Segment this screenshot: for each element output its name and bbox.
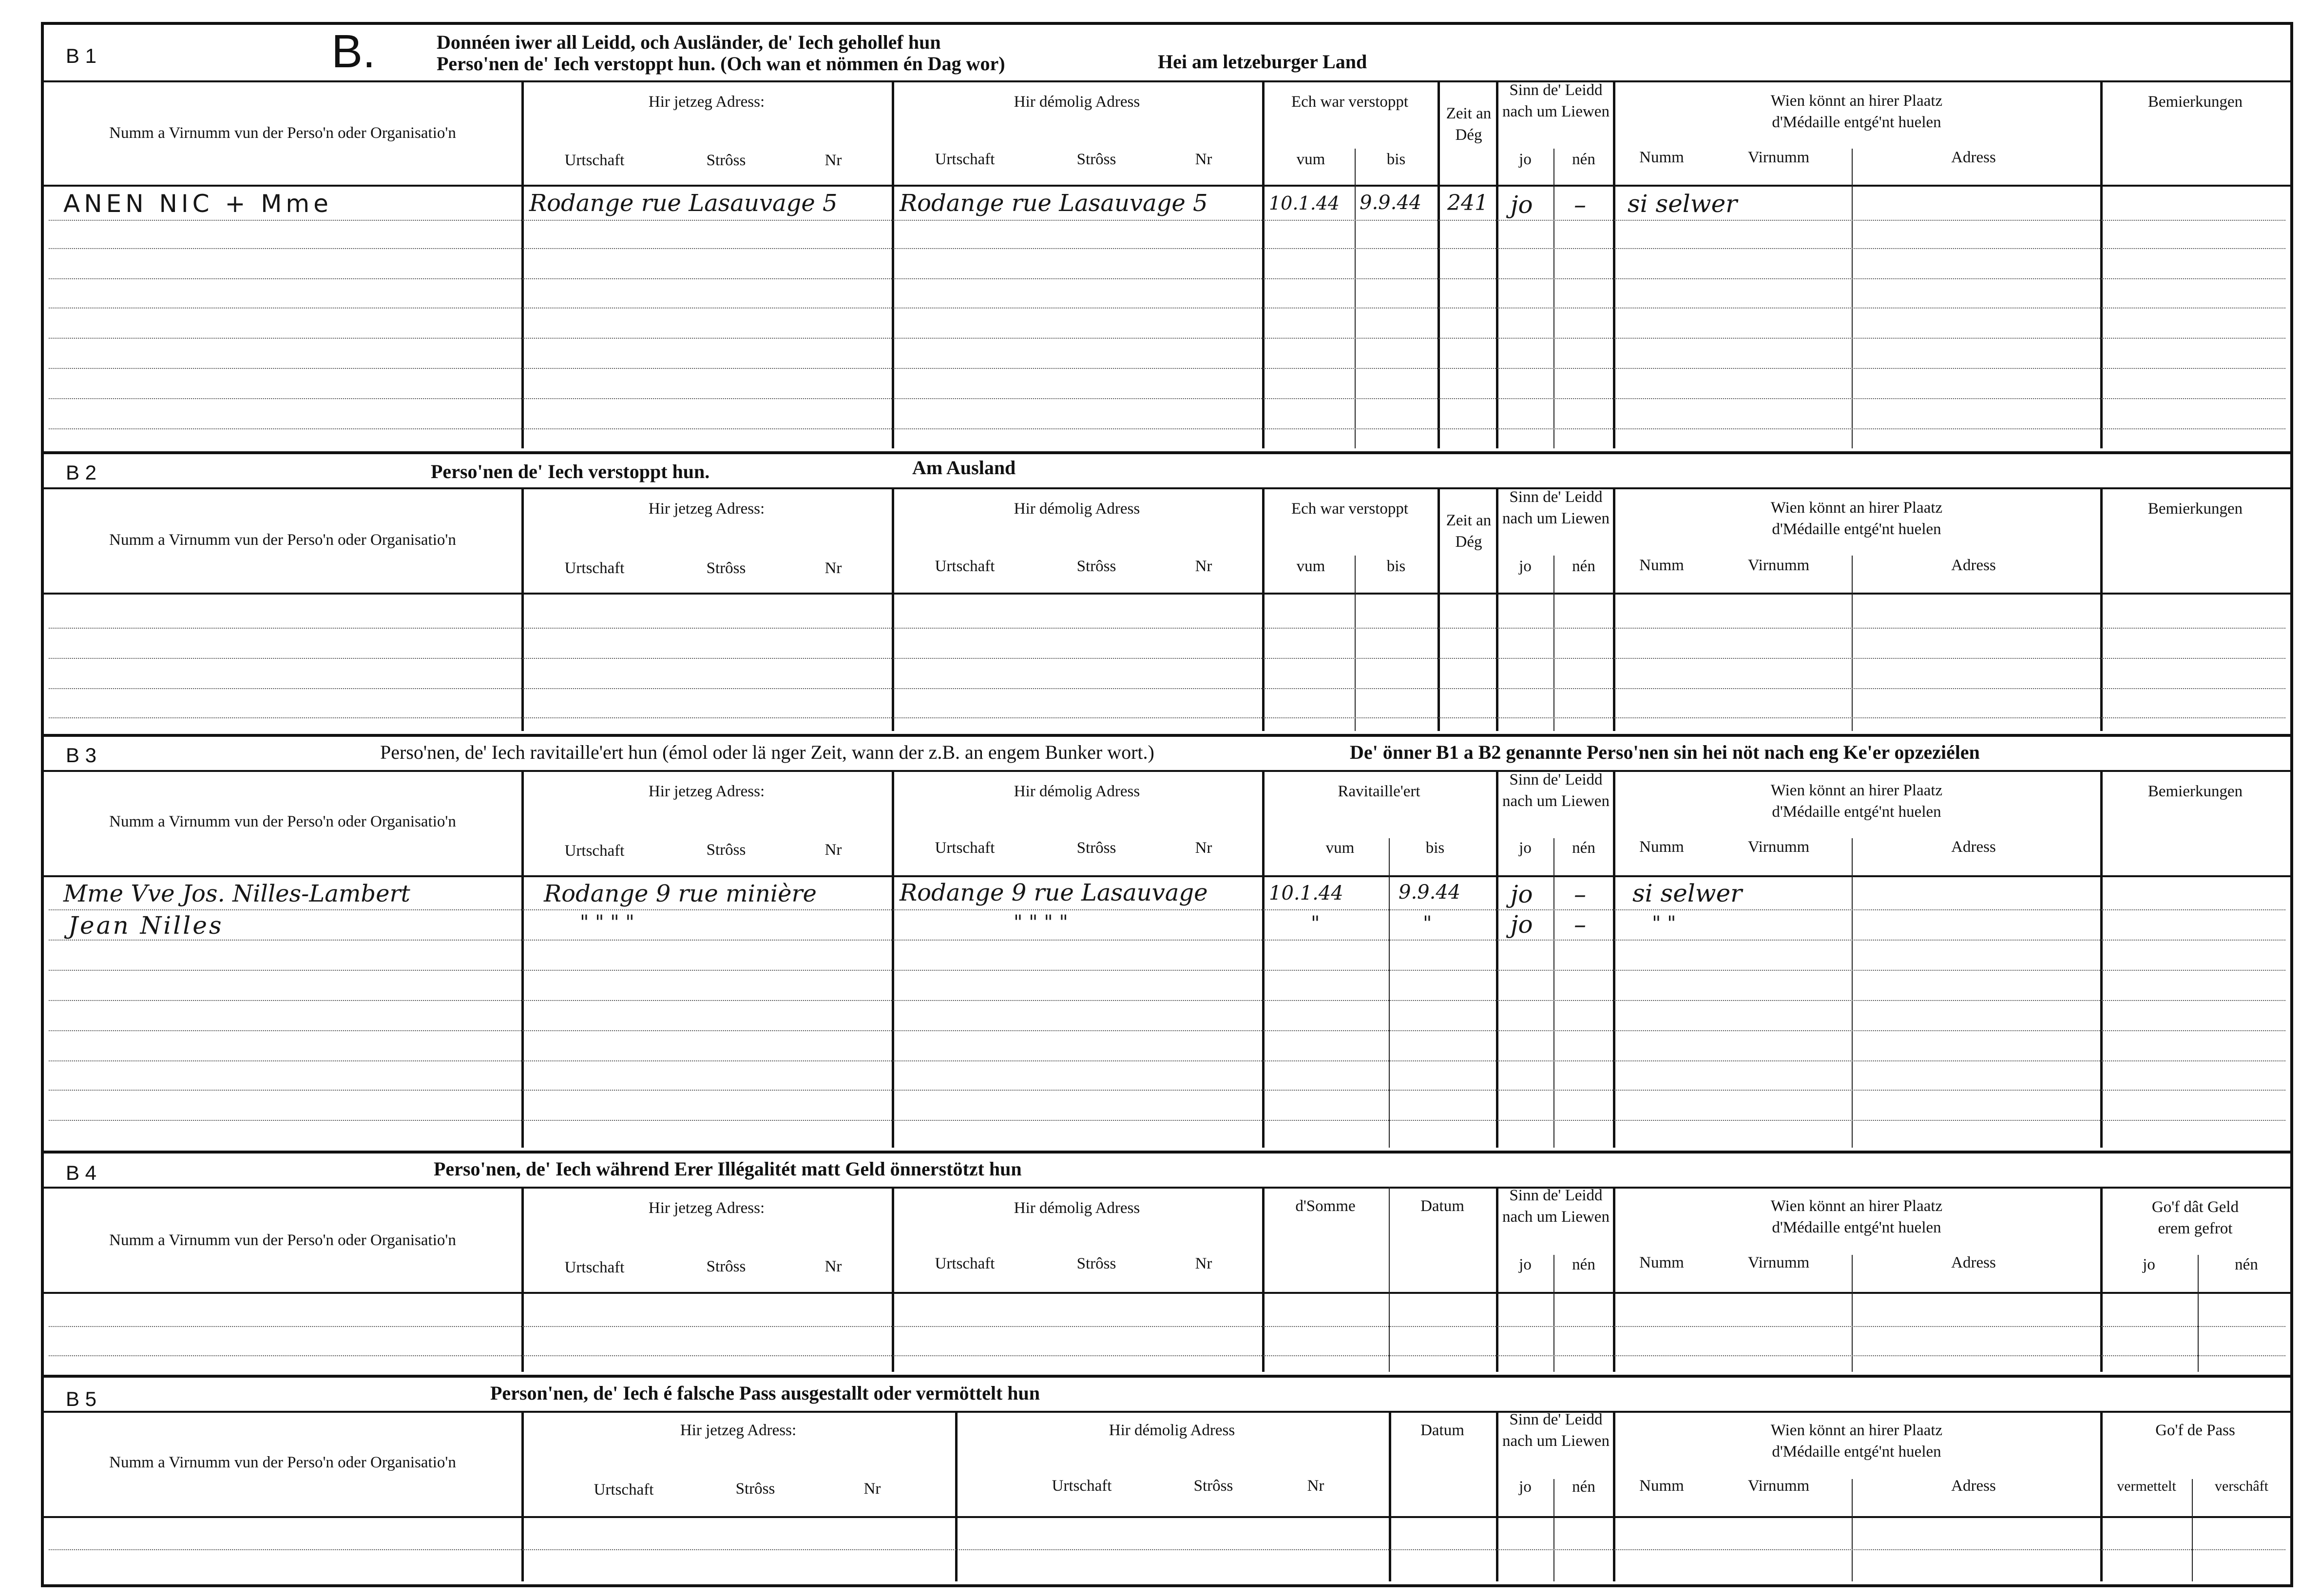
col-divider: [1613, 770, 1615, 1148]
entry-until: 9.9.44: [1360, 192, 1422, 214]
header-current-address: Hir jetzeg Adress:: [648, 500, 765, 518]
header-address: Adress: [1951, 1477, 1996, 1495]
header-locality: Urtschaft: [935, 1255, 995, 1272]
section-b2: [44, 451, 2290, 734]
col-divider: [1613, 80, 1615, 448]
entry-line: [49, 278, 2285, 279]
col-divider: [1355, 556, 1356, 731]
header-locality: Urtschaft: [935, 151, 995, 168]
header-medal: Wien könnt an hirer Plaatz d'Médaille entgé'nt huelen: [1770, 1197, 1943, 1236]
header-bottom-rule: [44, 1516, 2290, 1518]
col-divider: [892, 80, 894, 448]
col-divider: [2100, 1187, 2103, 1372]
header-first-name: Virnumm: [1747, 1254, 1810, 1271]
header-top-rule: [44, 80, 2290, 82]
header-former-address: Hir démolig Adress: [1014, 1199, 1140, 1217]
col-divider: [521, 770, 524, 1148]
header-no: nén: [1572, 151, 1595, 168]
section-title: Person'nen, de' Iech é falsche Pass ausgestallt oder vermöttelt hun: [490, 1382, 1040, 1404]
section-letter: B.: [331, 25, 376, 77]
header-no: nén: [1572, 839, 1595, 857]
header-top-rule: [44, 770, 2290, 772]
col-divider: [1496, 1187, 1498, 1372]
entry-line: [49, 1120, 2285, 1121]
header-bottom-rule: [44, 1292, 2290, 1294]
entry-line: [49, 1549, 2285, 1550]
entry-line: [49, 717, 2285, 718]
header-address: Adress: [1951, 557, 1996, 574]
header-time-days: Zeit an Dég: [1446, 512, 1492, 551]
header-from: vum: [1325, 839, 1355, 857]
header-first-name: Virnumm: [1747, 1477, 1810, 1495]
header-risk: Sinn de' Leidd nach um Liewen: [1502, 1411, 1610, 1450]
section-rule: [44, 1375, 2290, 1378]
header-medal: Wien könnt an hirer Plaatz d'Médaille entgé'nt huelen: [1770, 782, 1943, 821]
header-last-name: Numm: [1639, 838, 1684, 856]
section-b4: [44, 1151, 2290, 1375]
entry-medal: " ": [1652, 912, 1676, 935]
header-locality: Urtschaft: [564, 152, 625, 169]
header-date: Datum: [1420, 1197, 1464, 1215]
header-yes: jo: [2143, 1256, 2155, 1273]
section-rule: [44, 734, 2290, 737]
entry-current-address: Rodange rue Lasauvage 5: [529, 190, 838, 217]
entry-line: [49, 970, 2285, 971]
col-divider: [1852, 1255, 1853, 1372]
entry-medal: si selwer: [1628, 190, 1738, 218]
header-address: Adress: [1951, 838, 1996, 856]
section-b1: [44, 25, 2290, 451]
section-code: B 4: [66, 1161, 97, 1184]
col-divider: [2198, 1255, 2199, 1372]
col-divider: [1852, 838, 1853, 1148]
header-remarks: Bemierkungen: [2147, 93, 2243, 111]
header-medal: Wien könnt an hirer Plaatz d'Médaille entgé'nt huelen: [1770, 1422, 1943, 1461]
col-divider: [2192, 1479, 2193, 1581]
header-first-name: Virnumm: [1747, 557, 1810, 574]
header-last-name: Numm: [1639, 1477, 1684, 1495]
header-address: Adress: [1951, 149, 1996, 166]
resistance-form-page-b: [41, 22, 2293, 1587]
col-divider: [1389, 838, 1390, 1148]
section-code: B 1: [66, 44, 97, 67]
col-divider: [2100, 487, 2103, 731]
header-top-rule: [44, 1411, 2290, 1413]
header-pass: Go'f de Pass: [2155, 1422, 2235, 1439]
entry-line: [49, 688, 2285, 689]
header-nr: Nr: [824, 841, 842, 859]
header-street: Strôss: [1193, 1477, 1233, 1495]
col-divider: [1613, 1411, 1615, 1581]
header-street: Strôss: [735, 1480, 775, 1498]
header-no: nén: [1572, 558, 1595, 575]
entry-line: [49, 1000, 2285, 1001]
header-yes: jo: [1519, 1478, 1532, 1496]
col-divider: [1438, 487, 1440, 731]
col-divider: [1613, 1187, 1615, 1372]
section-title-suffix: Am Ausland: [912, 457, 1016, 479]
entry-line: [49, 368, 2285, 369]
header-first-name: Virnumm: [1747, 149, 1810, 166]
header-address: Adress: [1951, 1254, 1996, 1271]
header-no: nén: [1572, 1478, 1595, 1496]
section-code: B 5: [66, 1387, 97, 1410]
col-divider: [1553, 556, 1554, 731]
header-street: Strôss: [706, 841, 746, 859]
entry-line: [49, 628, 2285, 629]
section-title: Perso'nen, de' Iech ravitaille'ert hun (émol oder lä nger Zeit, wann der z.B. an engem Bunker wort.): [380, 741, 1154, 763]
col-divider: [1262, 770, 1265, 1148]
header-name: Numm a Virnumm vun der Perso'n oder Organisatio'n: [109, 813, 456, 830]
section-title-suffix: Hei am letzeburger Land: [1158, 51, 1367, 73]
header-name: Numm a Virnumm vun der Perso'n oder Organisatio'n: [109, 1231, 456, 1249]
entry-yes: jo: [1511, 910, 1533, 939]
header-until: bis: [1425, 839, 1445, 857]
header-first-name: Virnumm: [1747, 838, 1810, 856]
header-nr: Nr: [1195, 151, 1212, 168]
header-nr: Nr: [1195, 1255, 1212, 1272]
header-locality: Urtschaft: [564, 1259, 625, 1276]
entry-medal: si selwer: [1632, 879, 1743, 907]
header-street: Strôss: [1076, 839, 1116, 857]
entry-line: [49, 1030, 2285, 1031]
header-locality: Urtschaft: [564, 842, 625, 860]
col-divider: [1553, 1479, 1554, 1581]
col-divider: [1496, 1411, 1498, 1581]
entry-line: [49, 248, 2285, 249]
entry-name: ANEN NIC + Mme: [63, 190, 332, 218]
entry-from: 10.1.44: [1269, 192, 1340, 214]
header-yes: jo: [1519, 1256, 1532, 1273]
header-hidden: Ech war verstoppt: [1291, 500, 1409, 518]
entry-current-address: Rodange 9 rue minière: [544, 880, 817, 907]
header-remarks: Bemierkungen: [2147, 783, 2243, 800]
entry-yes: jo: [1511, 191, 1533, 219]
col-divider: [1553, 1255, 1554, 1372]
col-divider: [892, 770, 894, 1148]
section-title: Perso'nen de' Iech verstoppt hun.: [431, 461, 710, 482]
header-former-address: Hir démolig Adress: [1109, 1422, 1235, 1439]
header-name: Numm a Virnumm vun der Perso'n oder Organisatio'n: [109, 1454, 456, 1471]
entry-name: Jean Nilles: [68, 911, 224, 940]
entry-line: [49, 1090, 2285, 1091]
header-top-rule: [44, 487, 2290, 489]
header-current-address: Hir jetzeg Adress:: [648, 783, 765, 800]
header-locality: Urtschaft: [594, 1481, 654, 1499]
header-no: nén: [2235, 1256, 2258, 1273]
header-name: Numm a Virnumm vun der Perso'n oder Organisatio'n: [109, 124, 456, 142]
entry-line: [49, 338, 2285, 339]
header-nr: Nr: [1307, 1477, 1324, 1495]
entry-from: 10.1.44: [1269, 882, 1343, 904]
col-divider: [2100, 770, 2103, 1148]
header-medal: Wien könnt an hirer Plaatz d'Médaille entgé'nt huelen: [1770, 92, 1943, 131]
header-former-address: Hir démolig Adress: [1014, 500, 1140, 518]
header-top-rule: [44, 1187, 2290, 1189]
header-last-name: Numm: [1639, 1254, 1684, 1271]
header-current-address: Hir jetzeg Adress:: [680, 1422, 797, 1439]
header-time-days: Zeit an Dég: [1446, 105, 1492, 144]
col-divider: [1852, 149, 1853, 448]
section-rule: [44, 1151, 2290, 1154]
col-divider: [1496, 487, 1498, 731]
section-title-suffix: De' önner B1 a B2 genannte Perso'nen sin hei nöt nach eng Ke'er opzeziélen: [1350, 741, 1980, 763]
header-nr: Nr: [824, 559, 842, 577]
entry-line: [49, 658, 2285, 659]
header-risk: Sinn de' Leidd nach um Liewen: [1502, 81, 1610, 120]
col-divider: [521, 80, 524, 448]
header-medal: Wien könnt an hirer Plaatz d'Médaille entgé'nt huelen: [1770, 499, 1943, 538]
header-street: Strôss: [1076, 1255, 1116, 1272]
entry-name: Mme Vve Jos. Nilles-Lambert: [63, 880, 410, 907]
header-until: bis: [1386, 151, 1406, 168]
col-divider: [1553, 838, 1554, 1148]
section-b5: [44, 1375, 2290, 1584]
header-locality: Urtschaft: [935, 558, 995, 575]
header-from: vum: [1296, 151, 1325, 168]
col-divider: [1262, 487, 1265, 731]
header-remarks: Bemierkungen: [2147, 500, 2243, 518]
header-nr: Nr: [1195, 839, 1212, 857]
header-sum: d'Somme: [1295, 1197, 1356, 1215]
header-date: Datum: [1420, 1422, 1464, 1439]
col-divider: [1355, 149, 1356, 448]
entry-no: –: [1574, 910, 1586, 939]
col-divider: [1496, 770, 1498, 1148]
header-locality: Urtschaft: [564, 559, 625, 577]
entry-line: [49, 940, 2285, 941]
header-risk: Sinn de' Leidd nach um Liewen: [1502, 1187, 1610, 1226]
header-last-name: Numm: [1639, 557, 1684, 574]
col-divider: [1852, 1479, 1853, 1581]
entry-until: ": [1423, 912, 1432, 935]
entry-no: –: [1574, 880, 1586, 908]
header-locality: Urtschaft: [1052, 1477, 1112, 1495]
header-bottom-rule: [44, 185, 2290, 187]
header-bottom-rule: [44, 593, 2290, 595]
header-from: vum: [1296, 558, 1325, 575]
header-nr: Nr: [1195, 558, 1212, 575]
header-nr: Nr: [863, 1480, 881, 1498]
header-street: Strôss: [1076, 558, 1116, 575]
header-current-address: Hir jetzeg Adress:: [648, 93, 765, 111]
header-nr: Nr: [824, 1258, 842, 1275]
entry-line: [49, 1060, 2285, 1061]
entry-until: 9.9.44: [1399, 881, 1461, 904]
header-hidden: Ech war verstoppt: [1291, 93, 1409, 111]
col-divider: [1262, 80, 1265, 448]
header-procured: verschâft: [2215, 1478, 2268, 1494]
header-supplied: Ravitaille'ert: [1338, 783, 1420, 800]
entry-former-address: " " " ": [1014, 911, 1068, 934]
col-divider: [2100, 80, 2103, 448]
col-divider: [1553, 149, 1554, 448]
header-former-address: Hir démolig Adress: [1014, 783, 1140, 800]
entry-former-address: Rodange rue Lasauvage 5: [900, 190, 1208, 217]
entry-no: –: [1574, 191, 1586, 219]
section-title-line2: Perso'nen de' Iech verstoppt hun. (Och wan et nömmen én Dag wor): [437, 53, 1005, 75]
section-code: B 3: [66, 744, 97, 767]
header-until: bis: [1386, 558, 1406, 575]
header-name: Numm a Virnumm vun der Perso'n oder Organisatio'n: [109, 531, 456, 549]
entry-line: [49, 1355, 2285, 1356]
col-divider: [1852, 556, 1853, 731]
col-divider: [1496, 80, 1498, 448]
header-street: Strôss: [706, 1258, 746, 1275]
section-code: B 2: [66, 461, 97, 484]
entry-former-address: Rodange 9 rue Lasauvage: [900, 879, 1208, 906]
header-risk: Sinn de' Leidd nach um Liewen: [1502, 488, 1610, 527]
header-former-address: Hir démolig Adress: [1014, 93, 1140, 111]
header-street: Strôss: [1076, 151, 1116, 168]
header-current-address: Hir jetzeg Adress:: [648, 1199, 765, 1217]
header-no: nén: [1572, 1256, 1595, 1273]
entry-line: [49, 1326, 2285, 1327]
header-street: Strôss: [706, 152, 746, 169]
header-last-name: Numm: [1639, 149, 1684, 166]
col-divider: [1613, 487, 1615, 731]
entry-line: [49, 220, 2285, 221]
col-divider: [1438, 80, 1440, 448]
col-divider: [521, 487, 524, 731]
header-mediated: vermettelt: [2117, 1478, 2176, 1494]
header-money-asked: Go'f dât Geld erem gefrot: [2151, 1198, 2239, 1237]
entry-line: [49, 909, 2285, 910]
header-yes: jo: [1519, 151, 1532, 168]
entry-current-address: " " " ": [580, 911, 634, 934]
entry-line: [49, 428, 2285, 429]
header-yes: jo: [1519, 558, 1532, 575]
entry-yes: jo: [1511, 880, 1533, 908]
header-risk: Sinn de' Leidd nach um Liewen: [1502, 771, 1610, 810]
section-title: Perso'nen, de' Iech während Erer Illégalitét matt Geld önnerstötzt hun: [434, 1158, 1022, 1180]
header-nr: Nr: [824, 152, 842, 169]
header-street: Strôss: [706, 559, 746, 577]
col-divider: [892, 487, 894, 731]
section-rule: [44, 451, 2290, 454]
entry-from: ": [1311, 912, 1320, 935]
header-locality: Urtschaft: [935, 839, 995, 857]
section-title-line1: Donnéen iwer all Leidd, och Ausländer, de' Iech gehollef hun: [437, 31, 941, 53]
entry-days: 241: [1447, 191, 1488, 215]
section-b3: [44, 734, 2290, 1151]
header-bottom-rule: [44, 875, 2290, 877]
entry-line: [49, 398, 2285, 399]
header-yes: jo: [1519, 839, 1532, 857]
